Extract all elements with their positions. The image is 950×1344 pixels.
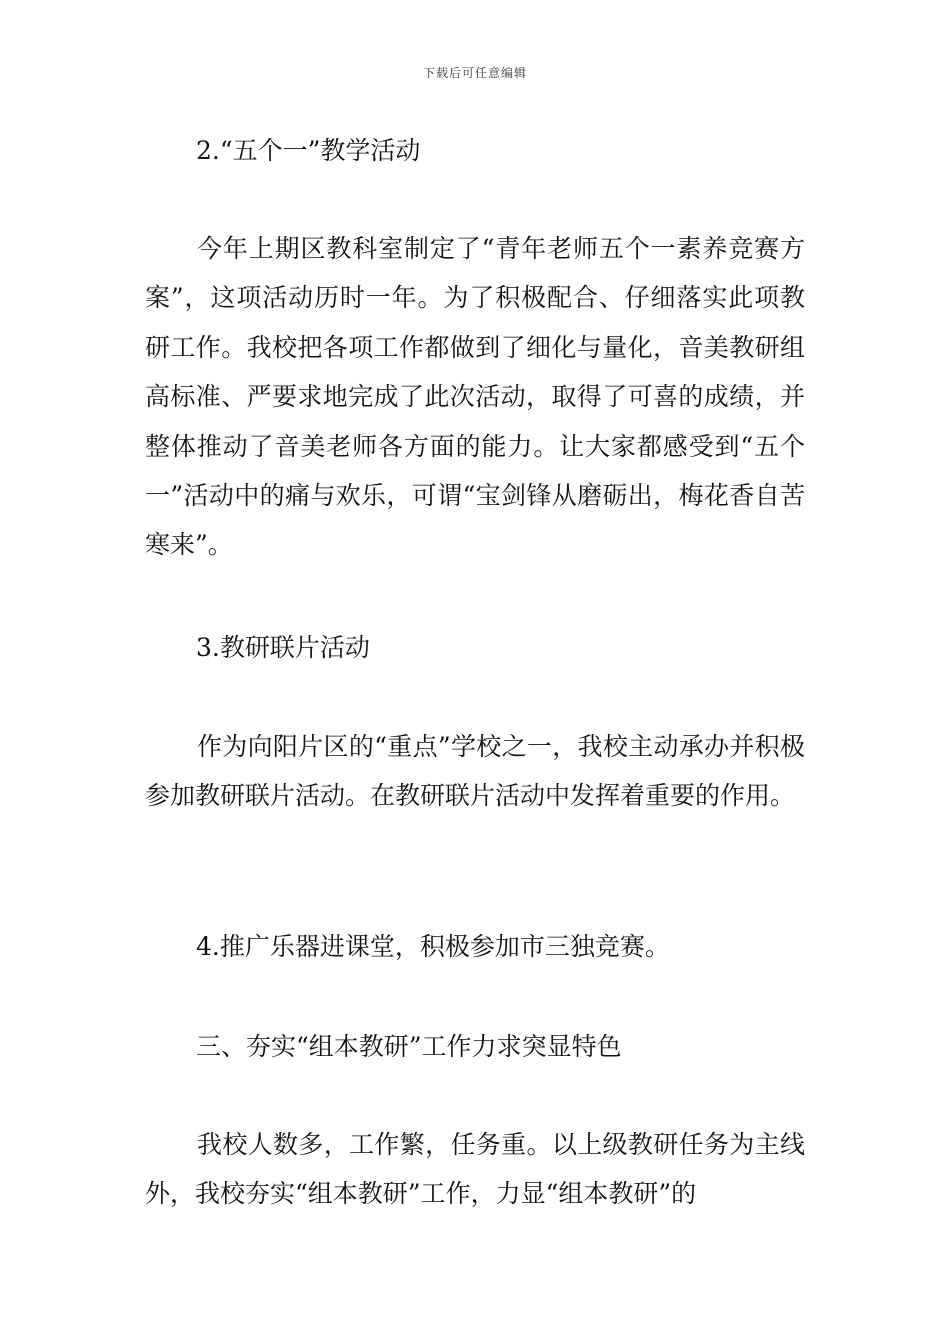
paragraph-five-one-activity: 今年上期区教科室制定了“青年老师五个一素养竞赛方案”，这项活动历时一年。为了积极配合、仔细落实此项教研工作。我校把各项工作都做到了细化与量化，音美教研组高标准、严要求地完成了此次活动，取得了可喜的成绩，并整体推动了音美老师各方面的能力。让大家都感受到“五个一”活动中的痛与欢乐，可谓“宝剑锋从磨砺出，梅花香自苦寒来”。 (145, 234, 805, 560)
paragraph-joint-research: 作为向阳片区的“重点”学校之一，我校主动承办并积极参加教研联片活动。在教研联片活动中发挥着重要的作用。 (145, 732, 805, 811)
section-heading-five-one: 2.“五个一”教学活动 (196, 136, 421, 165)
section-heading-instruments: 4.推广乐器进课堂，积极参加市三独竞赛。 (196, 932, 670, 961)
section-heading-group-research: 三、夯实“组本教研”工作力求突显特色 (196, 1032, 622, 1061)
paragraph-group-research: 我校人数多，工作繁，任务重。以上级教研任务为主线外，我校夯实“组本教研”工作，力显“组本教研”的 (145, 1130, 805, 1209)
section-heading-joint-research: 3.教研联片活动 (196, 633, 370, 662)
header-note: 下载后可任意编辑 (422, 66, 527, 80)
